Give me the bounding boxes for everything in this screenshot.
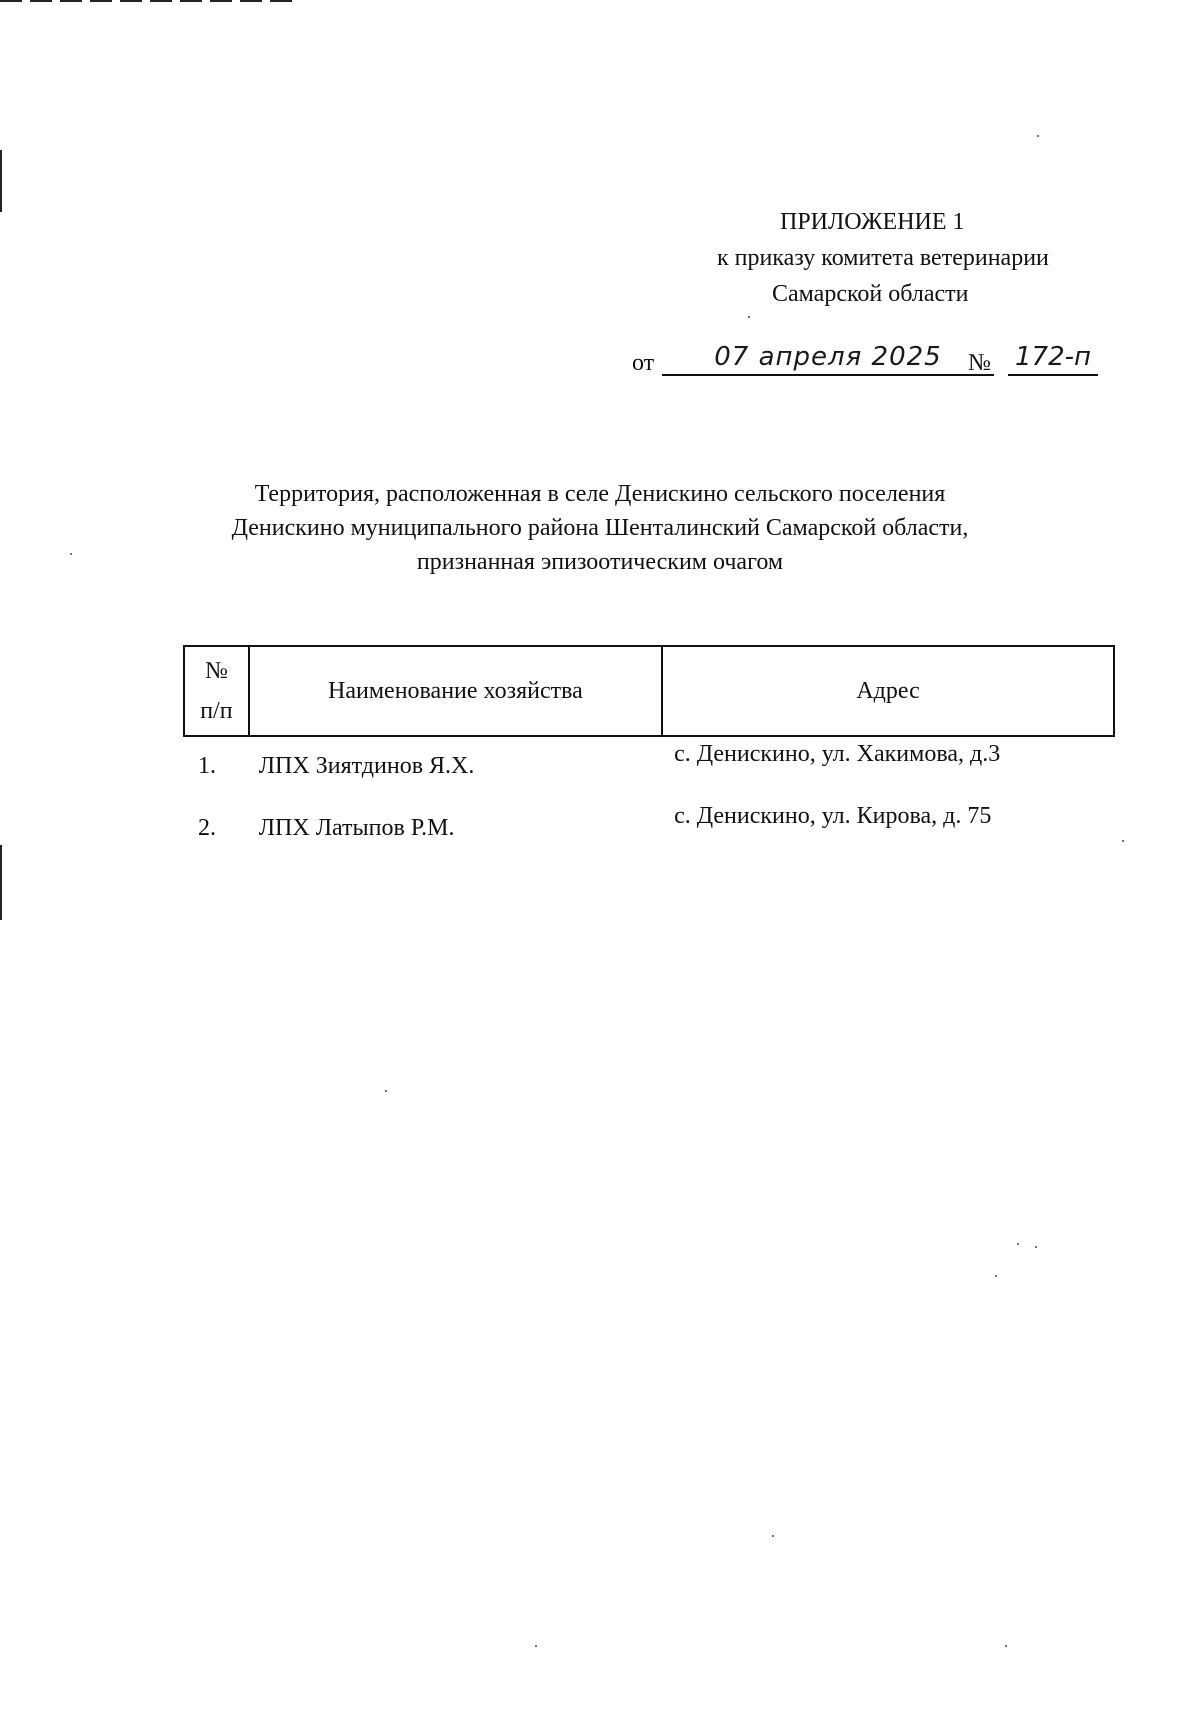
scan-speck — [772, 1535, 774, 1537]
scan-speck — [1122, 840, 1124, 842]
order-number-handwritten: 172-п — [1008, 340, 1098, 376]
farm-name: ЛПХ Зиятдинов Я.Х. — [258, 753, 475, 779]
scan-speck — [748, 316, 750, 318]
scan-speck — [995, 1275, 997, 1277]
appendix-title: ПРИЛОЖЕНИЕ 1 — [780, 209, 965, 235]
document-title-line: Денискино муниципального района Шенталинский Самарской области, — [231, 515, 969, 541]
table-row — [184, 799, 1114, 861]
row-number: 1. — [198, 753, 216, 779]
column-header-number — [184, 646, 249, 736]
scan-speck — [1037, 135, 1039, 137]
appendix-order-reference: к приказу комитета ветеринарии — [717, 245, 1049, 271]
scan-speck — [70, 553, 72, 555]
row-number: 2. — [198, 815, 216, 841]
document-title-line: признанная эпизоотическим очагом — [416, 549, 784, 575]
column-header-name: Наименование хозяйства — [249, 646, 662, 736]
scan-speck — [1005, 1645, 1007, 1647]
column-header-address: Адрес — [662, 646, 1114, 736]
document-title-line: Территория, расположенная в селе Денискино сельского поселения — [254, 481, 946, 507]
farm-name: ЛПХ Латыпов Р.М. — [258, 815, 455, 841]
scan-speck — [385, 1090, 387, 1092]
scan-artifact-top — [0, 0, 300, 2]
table-header-row — [184, 646, 1114, 736]
document-title — [150, 477, 1050, 579]
scan-artifact-left-edge — [0, 150, 2, 212]
number-sub-label: п/п — [200, 698, 233, 724]
order-from-label: от — [632, 350, 655, 376]
farm-address: с. Денискино, ул. Хакимова, д.3 — [674, 741, 1001, 767]
order-date-handwritten: 07 апреля 2025 — [662, 340, 994, 376]
scan-speck — [1035, 1246, 1037, 1248]
scan-speck — [1017, 1243, 1019, 1245]
appendix-organization: Самарской области — [772, 281, 969, 307]
order-date-number-line — [632, 340, 1112, 380]
order-number-sign: № — [968, 350, 991, 376]
scan-artifact-left-edge — [0, 845, 2, 920]
farm-address: с. Денискино, ул. Кирова, д. 75 — [674, 803, 992, 829]
farms-table — [183, 645, 1115, 861]
scan-speck — [535, 1645, 537, 1647]
table-row — [184, 736, 1114, 799]
number-sign: № — [204, 658, 228, 684]
